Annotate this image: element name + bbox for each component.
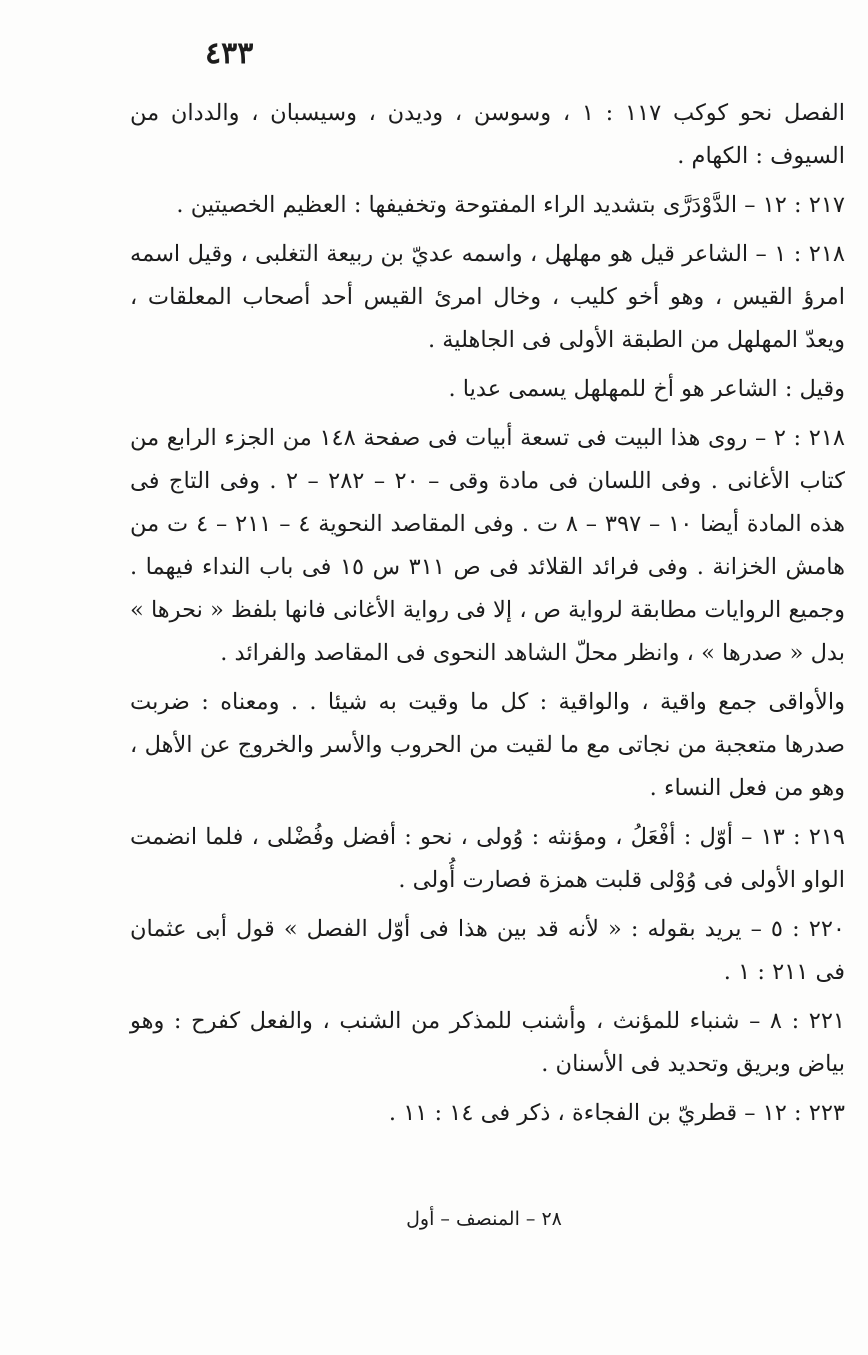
note-218-2-meaning: والأواقى جمع واقية ، والواقية : كل ما وقيت به شيئا . . ومعناه : ضربت صدرها متعجبة من نجاتى مع ما لقيت من الحروب والأسر والخروج عن الأهل ، وهو من فعل النساء . — [130, 689, 845, 801]
note-218-2: ٢١٨ : ٢ – روى هذا البيت فى تسعة أبيات فى صفحة ١٤٨ من الجزء الرابع من كتاب الأغانى . وفى اللسان فى مادة وقى – ٢٠ – ٢٨٢ – ٢ . وفى التاج فى هذه المادة أيضا ١٠ – ٣٩٧ – ٨ ت . وفى المقاصد النحوية ٤ – ٢١١ – ٤ ت من هامش الخزانة . وفى فرائد القلائد فى ص ٣١١ س ١٥ فى باب النداء فيهما . وجميع الروايات مطابقة لرواية ص ، إلا فى رواية الأغانى فانها بلفظ « نحرها » بدل « صدرها » ، وانظر محلّ الشاهد النحوى فى المقاصد والفرائد . — [130, 425, 846, 666]
paragraph-1: الفصل نحو كوكب ١١٧ : ١ ، وسوسن ، وديدن ، وسيسبان ، والددان من السيوف : الكهام . — [130, 100, 846, 169]
page-number: ٤٣٣ — [205, 36, 254, 71]
note-217-12: ٢١٧ : ١٢ – الدَّوْدَرَّى بتشديد الراء المفتوحة وتخفيفها : العظيم الخصيتين . — [176, 192, 845, 218]
note-223-12: ٢٢٣ : ١٢ – قطريّ بن الفجاءة ، ذكر فى ١٤ : ١١ . — [388, 1100, 845, 1126]
page-footer: ٢٨ – المنصف – أول — [406, 1208, 562, 1230]
note-221-8: ٢٢١ : ٨ – شنباء للمؤنث ، وأشنب للمذكر من الشنب ، والفعل كفرح : وهو بياض وبريق وتحديد فى الأسنان . — [130, 1008, 846, 1077]
note-218-1-continued: وقيل : الشاعر هو أخ للمهلهل يسمى عديا . — [448, 376, 845, 402]
note-220-5: ٢٢٠ : ٥ – يريد بقوله : « لأنه قد بين هذا فى أوّل الفصل » قول أبى عثمان فى ٢١١ : ١ . — [130, 916, 845, 985]
note-219-13: ٢١٩ : ١٣ – أوّل : أفْعَلُ ، ومؤنثه : وُولى ، نحو : أفضل وفُضْلى ، فلما انضمت الواو الأولى فى وُوْلى قلبت همزة فصارت أُولى . — [130, 824, 845, 893]
note-218-1: ٢١٨ : ١ – الشاعر قيل هو مهلهل ، واسمه عديّ بن ربيعة التغلبى ، وقيل اسمه امرؤ القيس ، وهو أخو كليب ، وخال امرئ القيس أحد أصحاب المعلقات ، ويعدّ المهلهل من الطبقة الأولى فى الجاهلية . — [130, 241, 845, 353]
page-body — [130, 92, 845, 1141]
